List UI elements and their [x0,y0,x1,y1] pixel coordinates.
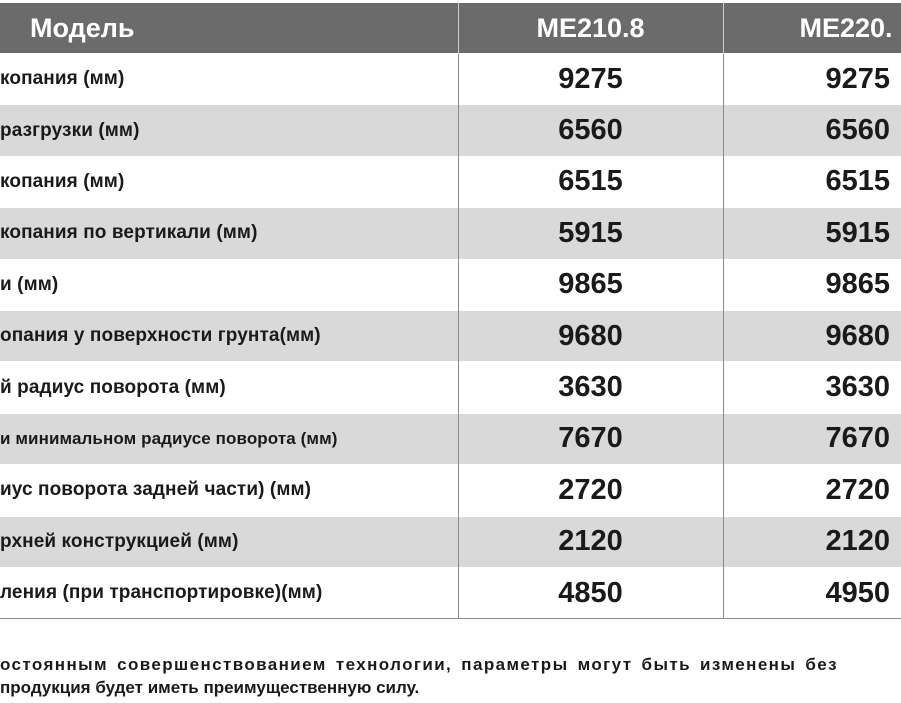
param-name: и минимальном радиусе поворота (мм) [0,413,458,464]
value-me210: 9275 [458,54,723,105]
header-model-label: Модель [0,3,458,54]
value-me210: 3630 [458,362,723,413]
spec-table [0,3,901,619]
value-me220: 9865 [723,259,901,310]
table-row [0,259,901,310]
param-name: ления (при транспортировке)(мм) [0,567,458,618]
value-me210: 2720 [458,465,723,516]
footnote-line-1: остоянным совершенствованием технологии, параметры могут быть изменены без [0,655,839,674]
value-me210: 9680 [458,310,723,361]
value-me220: 3630 [723,362,901,413]
table-row [0,567,901,618]
footnote [0,652,901,701]
table-row [0,465,901,516]
value-me210: 4850 [458,567,723,618]
param-name: копания (мм) [0,156,458,207]
table-row [0,105,901,156]
table-row [0,516,901,567]
param-name: копания по вертикали (мм) [0,208,458,259]
param-name: копания (мм) [0,54,458,105]
param-name: иус поворота задней части) (мм) [0,465,458,516]
table-header-row [0,3,901,54]
table-row [0,413,901,464]
header-model-me210: ME210.8 [458,3,723,54]
param-name: и (мм) [0,259,458,310]
value-me220: 5915 [723,208,901,259]
value-me210: 6560 [458,105,723,156]
table-row [0,310,901,361]
value-me210: 5915 [458,208,723,259]
footnote-line-2: продукция будет иметь преимущественную силу. [0,678,420,697]
value-me220: 2120 [723,516,901,567]
value-me210: 2120 [458,516,723,567]
param-name: разгрузки (мм) [0,105,458,156]
table-row [0,156,901,207]
value-me210: 9865 [458,259,723,310]
table-row [0,362,901,413]
value-me220: 6515 [723,156,901,207]
value-me220: 9680 [723,310,901,361]
param-name: опания у поверхности грунта(мм) [0,310,458,361]
value-me210: 7670 [458,413,723,464]
value-me220: 6560 [723,105,901,156]
value-me210: 6515 [458,156,723,207]
value-me220: 7670 [723,413,901,464]
table-row [0,208,901,259]
param-name: й радиус поворота (мм) [0,362,458,413]
value-me220: 4950 [723,567,901,618]
param-name: рхней конструкцией (мм) [0,516,458,567]
value-me220: 9275 [723,54,901,105]
value-me220: 2720 [723,465,901,516]
table-row [0,54,901,105]
header-model-me220: ME220. [723,3,901,54]
